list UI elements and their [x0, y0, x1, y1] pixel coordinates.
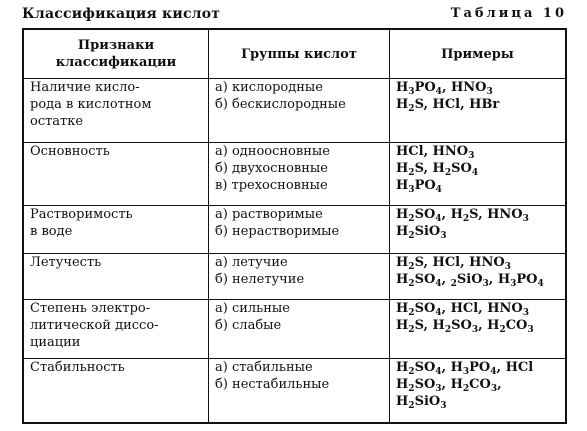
column-header-groups: Группы кислот: [209, 29, 390, 79]
header: [22, 6, 567, 24]
examples-cell-line: $H_2S$, HCl, $HNO_3$: [396, 255, 511, 273]
examples-cell: [390, 206, 567, 254]
acid-groups-cell: [209, 254, 390, 300]
examples-cell-line: $H_3PO_4$: [396, 177, 442, 195]
classification-sign-cell-line: Степень электро-: [30, 301, 151, 317]
acid-groups-cell: [209, 79, 390, 143]
classification-sign-cell-line: Наличие кисло-: [30, 80, 140, 95]
examples-cell-line: $H_2SiO_3$: [396, 394, 447, 412]
column-header-signs: Признаки классификации: [23, 29, 209, 79]
examples-cell: [390, 254, 567, 300]
table-header-row: [23, 29, 566, 79]
classification-sign-cell: [23, 206, 209, 254]
examples-cell-line: $H_2SO_4$, $_2$SiO$_3$, $H_3PO_4$: [396, 272, 544, 290]
classification-sign-cell-line: рода в кислотном: [30, 97, 152, 112]
examples-cell: [390, 359, 567, 423]
table-row: [23, 254, 566, 300]
examples-cell-line: $H_2SiO_3$: [396, 224, 447, 242]
acid-groups-cell: [209, 300, 390, 359]
examples-cell-line: $H_3PO_4$, $HNO_3$: [396, 80, 493, 97]
acid-groups-cell-line: б) нелетучие: [215, 272, 305, 288]
examples-cell-line: $H_2SO_3$, $H_2CO_3$,: [396, 377, 502, 395]
classification-sign-cell-line: в воде: [30, 224, 73, 240]
acid-groups-cell-line: б) нестабильные: [215, 377, 330, 393]
classification-sign-cell: [23, 79, 209, 143]
table-row: [23, 142, 566, 206]
classification-sign-cell-line: остатке: [30, 114, 84, 129]
classification-sign-cell-line: литической диссо-: [30, 318, 159, 334]
classification-sign-cell: [23, 359, 209, 423]
examples-cell-line: $H_2SO_4$, HCl, $HNO_3$: [396, 301, 529, 319]
examples-cell-line: $H_2S$, $H_2SO_3$, $H_2CO_3$: [396, 318, 534, 336]
acid-groups-cell: [209, 206, 390, 254]
acid-groups-cell-line: б) бескислородные: [215, 97, 346, 112]
acid-groups-cell-line: а) одноосновные: [215, 143, 330, 159]
classification-sign-cell-line: Растворимость: [30, 207, 133, 223]
examples-cell: [390, 300, 567, 359]
table-row: [23, 300, 566, 359]
page-title: Классификация кислот: [22, 6, 221, 22]
acid-groups-cell-line: а) кислородные: [215, 80, 323, 95]
column-header-examples: Примеры: [390, 29, 567, 79]
acid-groups-cell-line: б) двухосновные: [215, 160, 328, 176]
classification-sign-cell: [23, 300, 209, 359]
table-row: [23, 206, 566, 254]
table-row: [23, 359, 566, 423]
examples-cell: [390, 142, 567, 206]
classification-sign-cell-line: циации: [30, 335, 81, 351]
acid-groups-cell: [209, 142, 390, 206]
acid-groups-cell-line: а) растворимые: [215, 207, 323, 223]
acid-groups-cell: [209, 359, 390, 423]
examples-cell-line: $H_2S$, HCl, HBr: [396, 97, 500, 114]
acid-classification-table: [22, 28, 567, 424]
examples-cell-line: HCl, $HNO_3$: [396, 143, 475, 161]
acid-groups-cell-line: в) трехосновные: [215, 177, 328, 193]
examples-cell: [390, 79, 567, 143]
classification-sign-cell-line: Стабильность: [30, 360, 125, 376]
classification-sign-cell: [23, 254, 209, 300]
table-number-label: Таблица 10: [450, 6, 567, 21]
classification-sign-cell-line: Летучесть: [30, 255, 102, 271]
acid-groups-cell-line: а) летучие: [215, 255, 288, 271]
acid-groups-cell-line: а) стабильные: [215, 360, 313, 376]
examples-cell-line: $H_2S$, $H_2SO_4$: [396, 160, 479, 178]
table-body: [23, 79, 566, 424]
acid-groups-cell-line: б) нерастворимые: [215, 224, 340, 240]
acid-groups-cell-line: б) слабые: [215, 318, 282, 334]
classification-sign-cell-line: Основность: [30, 143, 110, 159]
examples-cell-line: $H_2SO_4$, $H_3PO_4$, HCl: [396, 360, 534, 378]
classification-sign-cell: [23, 142, 209, 206]
acid-groups-cell-line: а) сильные: [215, 301, 290, 317]
examples-cell-line: $H_2SO_4$, $H_2S$, $HNO_3$: [396, 207, 529, 225]
table-row: [23, 79, 566, 143]
